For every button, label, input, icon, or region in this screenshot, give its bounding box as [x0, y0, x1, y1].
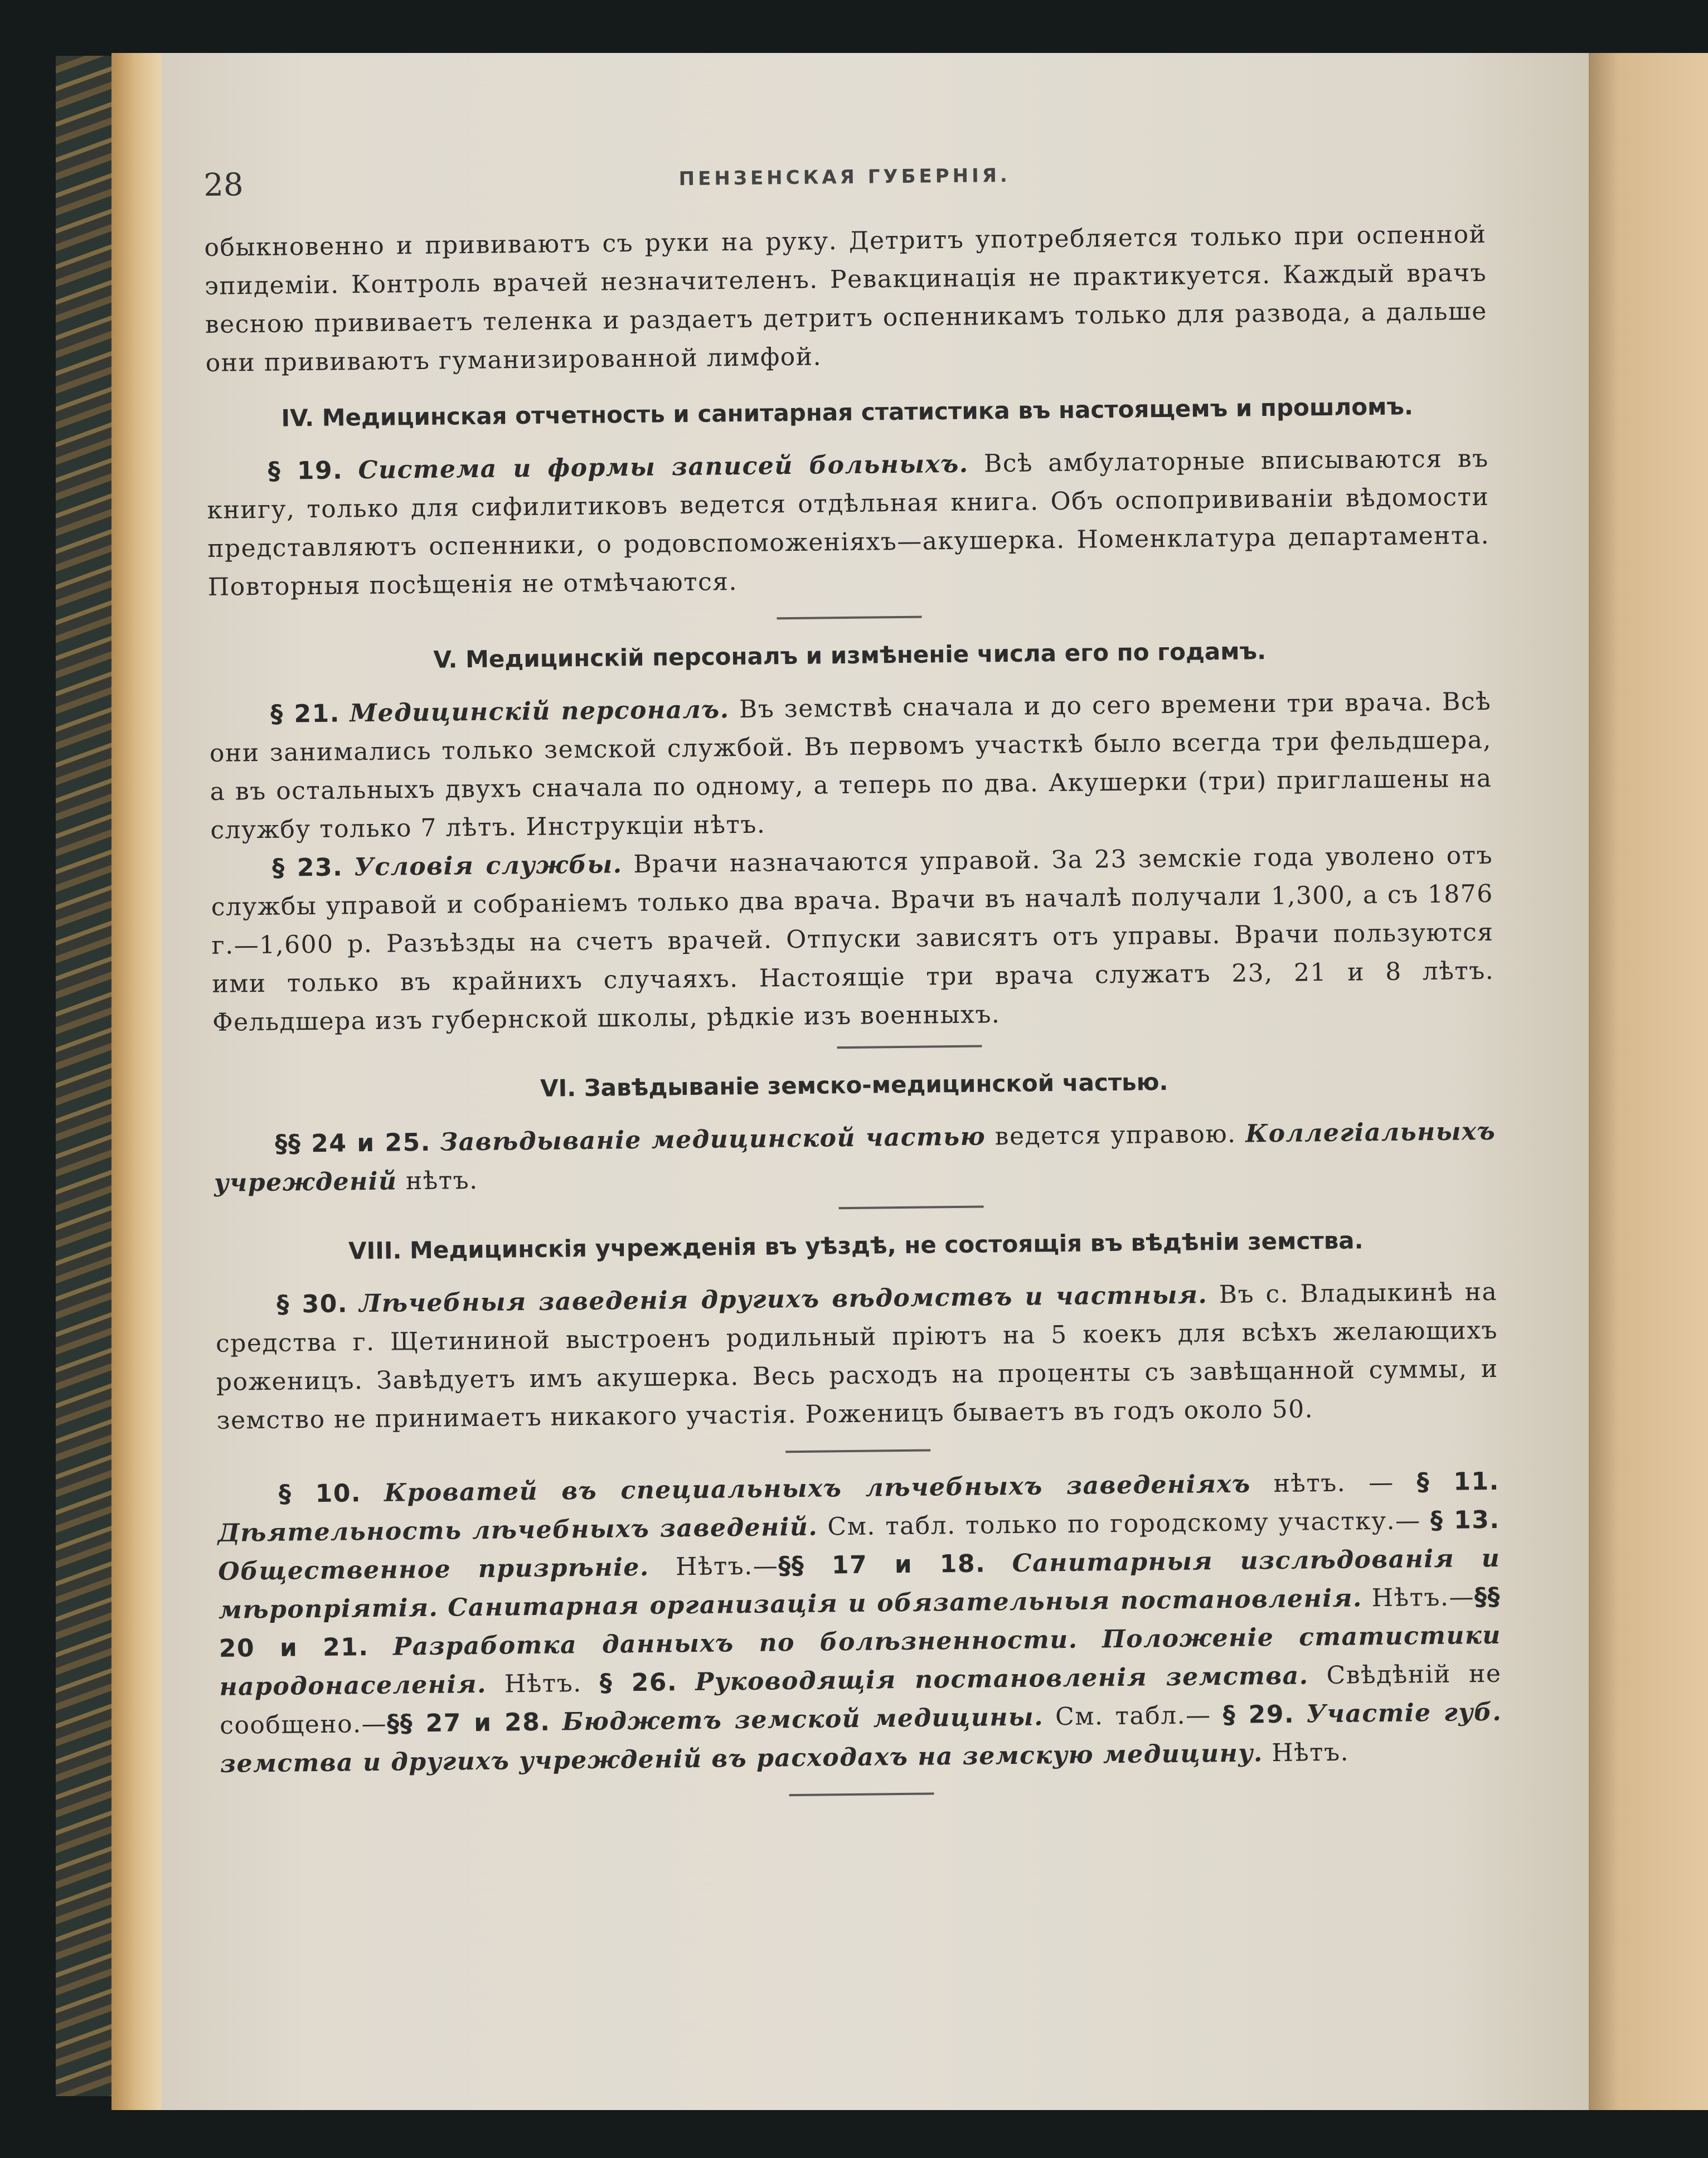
paragraph-title: Дѣятельность лѣчебныхъ заведеній.: [217, 1512, 818, 1548]
paragraph-title: Участіе губ. земства и другихъ учрежденій въ расходахъ на земскую медицину.: [220, 1698, 1502, 1778]
paragraph-title-2: Коллегіальныхъ учрежденій: [213, 1117, 1496, 1197]
section-number: §§ 20 и 21.: [219, 1582, 1501, 1663]
page-number: 28: [203, 167, 244, 203]
section-number: §§ 24 и 25.: [275, 1128, 431, 1158]
section-number: § 23.: [271, 853, 343, 882]
paragraph-text: Нѣтъ.—: [675, 1551, 779, 1582]
paragraph-23: [211, 836, 1494, 1042]
section-number: § 19.: [268, 456, 343, 486]
divider-rule: [839, 1205, 984, 1209]
paragraph-text: Въ с. Владыкинѣ на средства г. Щетининой выстроенъ родильный пріютъ на 5 коекъ для всѣхъ желающихъ роженицъ. Завѣдуетъ имъ акушерка. Весь расходъ на проценты съ завѣщанной суммы, и земство не принимаетъ никакого участія. Роженицъ бываетъ въ годъ около 50.: [215, 1277, 1498, 1435]
paragraph-title: Завѣдываніе медицинской частью: [440, 1122, 986, 1157]
divider-rule: [789, 1792, 934, 1796]
section-number: § 10.: [278, 1479, 362, 1509]
section-number: § 30.: [276, 1289, 348, 1319]
paragraph-text: Нѣтъ.: [504, 1669, 582, 1699]
paragraph-19: [206, 439, 1490, 607]
intro-paragraph: обыкновенно и прививаютъ съ руки на руку. Детритъ употребляется только при оспенной эпидеміи. Контроль врачей незначителенъ. Ревакцинація не практикуется. Каждый врачъ весною прививаетъ теленка и раздаетъ детритъ оспенникамъ только для развода, а дальше они прививаютъ гуманизированной лимфой.: [204, 220, 1488, 377]
paragraph-text: См. табл.—: [1055, 1701, 1211, 1732]
paragraph-text: Нѣтъ.—: [1371, 1583, 1475, 1613]
paragraph-title: Медицинскій персоналъ.: [350, 695, 730, 728]
section-number: §§ 27 и 28.: [386, 1708, 551, 1738]
paragraph-text: Врачи назначаются управой. За 23 земскіе года уволено отъ службы управой и собраніемъ только два врача. Врачи въ началѣ получали 1,300, а съ 1876 г.—1,600 р. Разъѣзды на счетъ врачей. Отпуски зависятъ отъ управы. Врачи пользуются ими только въ крайнихъ случаяхъ. Настоящіе три врача служатъ 23, 21 и 8 лѣтъ. Фельдшера изъ губернской школы, рѣдкіе изъ военныхъ.: [211, 841, 1494, 1037]
paragraph-30: [215, 1273, 1499, 1440]
paragraph-24-25: [213, 1112, 1496, 1202]
paragraph-text: См. табл. только по городскому участку.—: [827, 1506, 1421, 1541]
paragraph-title: Положеніе статистики народонаселенія.: [219, 1621, 1501, 1701]
paragraph-title: Бюджетъ земской медицины.: [562, 1703, 1044, 1737]
paragraph-text: нѣтъ. —: [1273, 1468, 1394, 1499]
paragraph-21: [209, 682, 1493, 850]
divider-rule: [785, 1449, 930, 1453]
section-number: § 26.: [599, 1668, 678, 1698]
paragraph-title: Кроватей въ специальныхъ лѣчебныхъ заведеніяхъ: [384, 1470, 1251, 1507]
paragraph-text: Нѣтъ.: [1272, 1738, 1350, 1768]
section-4-heading: IV. Медицинская отчетность и санитарная статистика въ настоящемъ и прошломъ.: [281, 392, 1414, 432]
paragraph-text: Свѣдѣній не сообщено.—: [220, 1659, 1502, 1740]
paragraph-text: Въ земствѣ сначала и до сего времени три врача. Всѣ они занимались только земской службой. Въ первомъ участкѣ было всегда три фельдшера, а въ остальныхъ двухъ сначала по одному, а теперь по два. Акушерки (три) приглашены на службу только 7 лѣтъ. Инструкціи нѣтъ.: [209, 687, 1492, 845]
section-8-heading: VIII. Медицинскія учрежденія въ уѣздѣ, не состоящія въ вѣдѣніи земства.: [348, 1226, 1364, 1265]
paragraph-text-2: нѣтъ.: [405, 1166, 478, 1196]
adjacent-page-edge: [1589, 53, 1708, 2110]
section-number: §§ 17 и 18.: [778, 1549, 986, 1580]
paragraph-title: Лѣчебныя заведенія другихъ вѣдомствъ и частныя.: [359, 1281, 1208, 1318]
paragraph-title: Разработка данныхъ по болѣзненности.: [392, 1625, 1078, 1661]
paragraph-title: Общественное призрѣніе.: [218, 1553, 649, 1586]
section-number: § 11.: [1416, 1467, 1500, 1497]
divider-rule: [777, 616, 922, 620]
running-head: ПЕНЗЕНСКАЯ ГУБЕРНІЯ.: [678, 164, 1011, 191]
divider-rule: [837, 1045, 982, 1049]
paragraph-title: Санитарная организація и обязательныя постановленія.: [448, 1584, 1363, 1622]
section-number: § 29.: [1222, 1700, 1295, 1730]
paragraph-title: Система и формы записей больныхъ.: [358, 449, 969, 485]
paragraph-title: Санитарныя изслѣдованія и мѣропріятія.: [218, 1544, 1501, 1624]
paragraph-text: ведется управою.: [994, 1119, 1236, 1151]
section-6-heading: VI. Завѣдываніе земско-медицинской частью.: [540, 1068, 1168, 1102]
section-5-heading: V. Медицинскій персоналъ и измѣненіе числа его по годамъ.: [433, 637, 1267, 673]
paragraph-title: Руководящія постановленія земства.: [695, 1661, 1309, 1696]
section-number: § 21.: [270, 699, 341, 729]
page-content: [203, 154, 1503, 1819]
section-number: § 13.: [1430, 1505, 1500, 1535]
paragraph-title: Условія службы.: [353, 850, 623, 882]
paragraph-text: Всѣ амбулаторные вписываются въ книгу, только для сифилитиковъ ведется отдѣльная книга. Объ оспопрививаніи вѣдомости представляютъ оспенники, о родовспоможеніяхъ—акушерка. Номенклатура департамента. Повторныя посѣщенія не отмѣчаются.: [207, 444, 1490, 602]
miscellaneous-paragraph: [217, 1462, 1503, 1783]
